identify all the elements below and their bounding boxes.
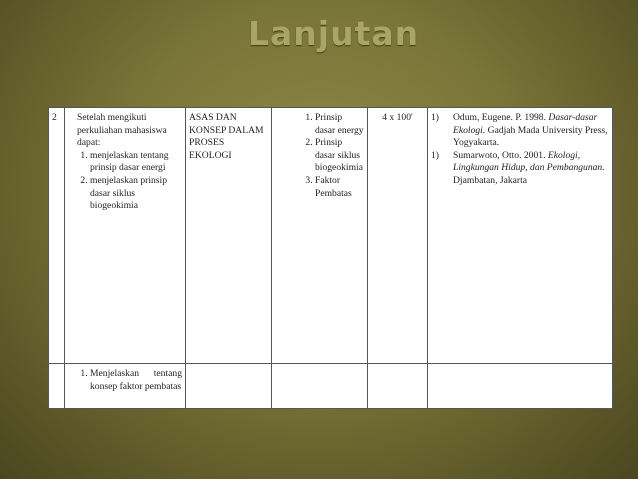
objectives-cell [65, 108, 186, 364]
slide-title: Lanjutan [248, 14, 420, 53]
table-row [49, 108, 613, 364]
list-item: 1. Prinsip dasar energy [315, 112, 364, 137]
list-item: 1. Menjelaskan tentang konsep faktor pembatas [90, 368, 182, 393]
reference-number: 1) [431, 149, 439, 161]
table-row [49, 364, 613, 409]
row-number: 2 [49, 108, 65, 364]
syllabus-table [48, 107, 613, 409]
objectives-cell [65, 364, 186, 409]
reference-publisher: Djambatan, Jakarta [453, 174, 528, 186]
empty-cell [428, 364, 613, 409]
reference-publisher: Gadjah Mada University Press, Yogyakarta. [453, 124, 608, 149]
list-item: 3. Faktor Pembatas [315, 175, 364, 200]
list-item: 2. menjelaskan prinsip dasar siklus biogeokimia [90, 175, 182, 213]
reference-title: Dasar-dasar Ekologi. [453, 112, 598, 136]
references-cell [428, 108, 613, 364]
empty-cell [368, 364, 428, 409]
reference-author: Odum, Eugene. P. 1998. [453, 112, 549, 123]
subtopics-list [275, 112, 364, 200]
list-item: 2. Prinsip dasar siklus biogeokimia [315, 137, 364, 175]
empty-cell [186, 364, 272, 409]
objectives-intro: Setelah mengikuti perkuliahan mahasiswa dapat: [77, 112, 167, 149]
subtopics-cell [272, 108, 368, 364]
time-cell: 4 x 100' [368, 108, 428, 364]
topic-cell: ASAS DAN KONSEP DALAM PROSES EKOLOGI [186, 108, 272, 364]
reference-author: Sumarwoto, Otto. 2001. [453, 149, 548, 161]
reference-number: 1) [431, 112, 439, 123]
reference-item [431, 150, 609, 188]
objectives-list [68, 368, 182, 393]
list-item: 1. menjelaskan tentang prinsip dasar energi [90, 150, 182, 175]
empty-cell [272, 364, 368, 409]
reference-item [431, 112, 609, 150]
empty-cell [49, 364, 65, 409]
objectives-list [68, 150, 182, 213]
reference-title: Ekologi, Lingkungan Hidup, dan Pembangunan. [453, 149, 605, 174]
